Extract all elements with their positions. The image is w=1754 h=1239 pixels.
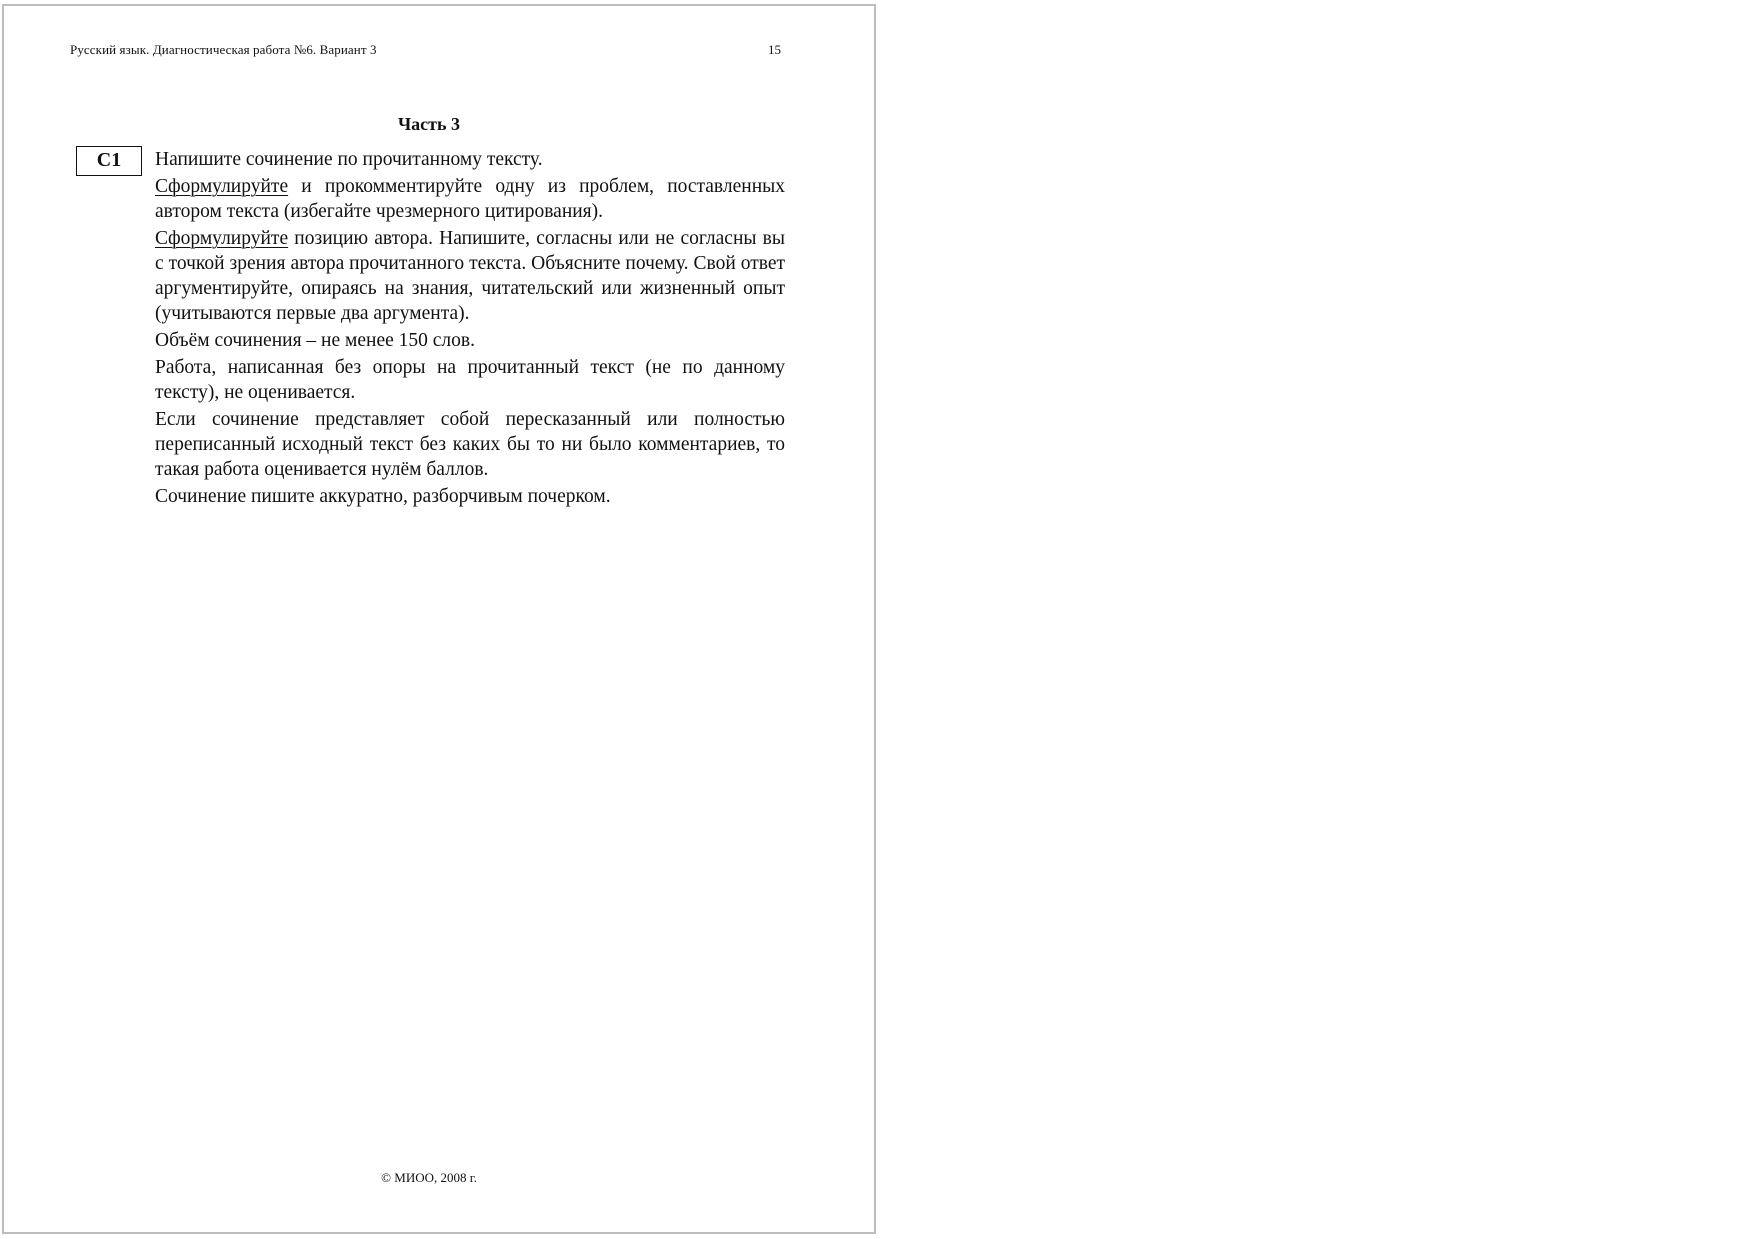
- task-paragraph-3: Объём сочинения – не менее 150 слов.: [155, 330, 475, 351]
- task-body: [155, 147, 785, 511]
- page-number: 15: [768, 42, 781, 57]
- header-title: Русский язык. Диагностическая работа №6. Вариант 3: [70, 42, 377, 57]
- document-page: [2, 4, 876, 1234]
- task-paragraph-2-text: позицию автора. Напишите, согласны или не согласны вы с точкой зрения автора прочитанного текста. Объясните почему. Свой ответ аргументируйте, опираясь на знания, читательский или жизненный опыт (учитываются первые два аргумента).: [155, 228, 785, 324]
- part-title: Часть 3: [397, 114, 461, 134]
- footer-copyright: © МИОО, 2008 г.: [381, 1170, 477, 1185]
- task-label: С1: [76, 146, 142, 176]
- task-paragraph-1: [155, 174, 785, 224]
- task-paragraph-2: [155, 226, 785, 326]
- task-paragraph-2-keyword: Сформулируйте: [155, 228, 289, 249]
- task-paragraph-4: Работа, написанная без опоры на прочитанный текст (не по данному тексту), не оценивается.: [155, 357, 785, 403]
- task-paragraph-5: Если сочинение представляет собой пересказанный или полностью переписанный исходный текст без каких бы то ни было комментариев, то такая работа оценивается нулём баллов.: [155, 409, 785, 480]
- task-paragraph-6: Сочинение пишите аккуратно, разборчивым почерком.: [155, 486, 611, 507]
- task-paragraph-1-keyword: Сформулируйте: [155, 176, 289, 197]
- task-paragraph-1-text: и прокомментируйте одну из проблем, поставленных автором текста (избегайте чрезмерного цитирования).: [155, 176, 785, 222]
- task-intro: Напишите сочинение по прочитанному тексту.: [155, 149, 543, 170]
